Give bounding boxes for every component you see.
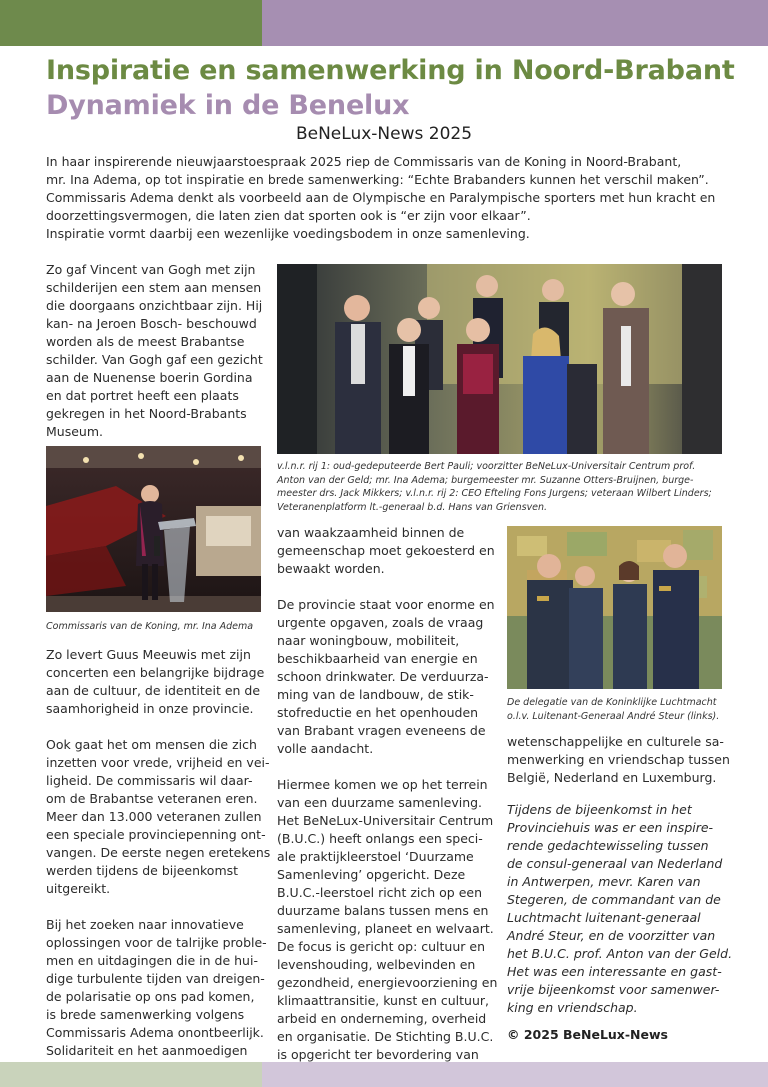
text-line: arbeid en onderneming, overheid (277, 1011, 487, 1026)
column-a-top-text (46, 261, 261, 441)
text-line: ale praktijkleerstoel ‘Duurzame (277, 849, 474, 864)
text-line: Commissaris Adema onontbeerlijk. (46, 1025, 264, 1040)
page-title: Inspiratie en samenwerking in Noord-Brabant (46, 55, 735, 86)
text-line: Zo gaf Vincent van Gogh met zijn (46, 262, 256, 277)
caption-line: Commissaris van de Koning, mr. Ina Adema (46, 621, 254, 632)
text-line: Het was een interessante en gast- (507, 964, 722, 979)
text-line: oplossingen voor de talrijke proble- (46, 935, 267, 950)
top-band-purple (262, 0, 768, 46)
text-line: Luchtmacht luitenant-generaal (507, 910, 701, 925)
text-line: schilderijen een stem aan mensen (46, 280, 262, 295)
text-line: B.U.C.-leerstoel richt zich op een (277, 885, 483, 900)
bottom-band-purple (262, 1062, 768, 1087)
text-line: Ook gaat het om mensen die zich (46, 737, 257, 752)
text-line: rende gedachtewisseling tussen (507, 838, 709, 853)
text-line: Zo levert Guus Meeuwis met zijn (46, 647, 251, 662)
intro-line: In haar inspirerende nieuwjaarstoespraak 2025 riep de Commissaris van de Koning in Noord-Brabant, (46, 154, 682, 169)
text-line: Bij het zoeken naar innovatieve (46, 917, 244, 932)
text-line: is brede samenwerking volgens (46, 1007, 245, 1022)
text-line: gekregen in het Noord-Brabants (46, 406, 247, 421)
text-line: menwerking en vriendschap tussen (507, 752, 730, 767)
text-line: Meer dan 13.000 veteranen zullen (46, 809, 262, 824)
text-line: en dat portret heeft een plaats (46, 388, 239, 403)
text-line: kan- na Jeroen Bosch- beschouwd (46, 316, 257, 331)
text-line: naar woningbouw, mobiliteit, (277, 633, 460, 648)
text-line: inzetten voor vrede, vrijheid en vei- (46, 755, 270, 770)
text-line: uitgereikt. (46, 881, 111, 896)
group-photo (277, 264, 722, 454)
text-line: vrije bijeenkomst voor samenwer- (507, 982, 720, 997)
paragraph (277, 524, 495, 578)
text-line: samenleving, planeet en welvaart. (277, 921, 494, 936)
speaker-photo-caption (46, 620, 261, 634)
text-line: schilder. Van Gogh gaf een gezicht (46, 352, 263, 367)
text-line: De provincie staat voor enorme en (277, 597, 495, 612)
text-line: Solidariteit en het aanmoedigen (46, 1043, 248, 1058)
text-line: het B.U.C. prof. Anton van der Geld. (507, 946, 733, 961)
text-line: de polarisatie op ons pad komen, (46, 989, 255, 1004)
text-line: de consul-generaal van Nederland (507, 856, 723, 871)
text-line: volle aandacht. (277, 741, 374, 756)
text-line: beschikbaarheid van energie en (277, 651, 478, 666)
text-line: bewaakt worden. (277, 561, 385, 576)
intro-line: Inspiratie vormt daarbij een wezenlijke voedingsbodem in onze samenleving. (46, 226, 530, 241)
text-line: Hiermee komen we op het terrein (277, 777, 488, 792)
intro-paragraph (46, 153, 726, 243)
text-line: De focus is gericht op: cultuur en (277, 939, 485, 954)
text-line: is opgericht ter bevordering van (277, 1047, 479, 1062)
airforce-photo (507, 526, 722, 689)
text-line: saamhorigheid in onze provincie. (46, 701, 254, 716)
text-line: urgente opgaven, zoals de vraag (277, 615, 484, 630)
column-c-italic-text (507, 801, 733, 1017)
text-line: vangen. De eerste negen eretekens (46, 845, 271, 860)
text-line: aan de cultuur, de identiteit en de (46, 683, 261, 698)
text-line: ligheid. De commissaris wil daar- (46, 773, 253, 788)
intro-line: doorzettingsvermogen, die laten zien dat sporten ook is “er zijn voor elkaar”. (46, 208, 531, 223)
text-line: duurzame balans tussen mens en (277, 903, 489, 918)
text-line: (B.U.C.) heeft onlangs een speci- (277, 831, 483, 846)
intro-line: Commissaris Adema denkt als voorbeeld aan de Olympische en Paralympische sporters met hun kracht en (46, 190, 716, 205)
column-a-lower-text (46, 646, 271, 1078)
text-line: schoon drinkwater. De verduurza- (277, 669, 489, 684)
text-line: Museum. (46, 424, 103, 439)
text-line: Stegeren, de commandant van de (507, 892, 721, 907)
text-line: gemeenschap moet gekoesterd en (277, 543, 495, 558)
bottom-band-green (0, 1062, 262, 1087)
caption-line: o.l.v. Luitenant-Generaal André Steur (links). (507, 710, 720, 722)
paragraph (277, 776, 498, 1064)
text-line: België, Nederland en Luxemburg. (507, 770, 717, 785)
column-b-text (277, 524, 498, 1082)
text-line: king en vriendschap. (507, 1000, 638, 1015)
speaker-photo (46, 446, 261, 612)
airforce-photo-caption (507, 696, 723, 723)
caption-line: De delegatie van de Koninklijke Luchtmacht (507, 697, 717, 708)
text-line: klimaattransitie, kunst en cultuur, (277, 993, 489, 1008)
caption-line: Veteranenplatform lt.-generaal b.d. Hans van Griensven. (277, 501, 548, 513)
text-line: ming van de landbouw, de stik- (277, 687, 474, 702)
text-line: gezondheid, energievoorziening en (277, 975, 498, 990)
top-band-green (0, 0, 262, 46)
text-line: men en uitdagingen die in de hui- (46, 953, 258, 968)
text-line: van een duurzame samenleving. (277, 795, 483, 810)
text-line: concerten een belangrijke bijdrage (46, 665, 265, 680)
paragraph (46, 736, 271, 898)
caption-line: meester drs. Jack Mikkers; v.l.n.r. rij 2: CEO Efteling Fons Jurgens; veteraan Wilbert Linders; (277, 488, 712, 499)
byline: BeNeLux-News 2025 (295, 124, 473, 144)
copyright-notice: © 2025 BeNeLux-News (507, 1027, 668, 1042)
text-line: van Brabant vragen eveneens de (277, 723, 486, 738)
group-photo-caption (277, 460, 722, 514)
text-line: stofreductie en het openhouden (277, 705, 479, 720)
text-line: Samenleving’ opgericht. Deze (277, 867, 466, 882)
text-line: wetenschappelijke en culturele sa- (507, 734, 724, 749)
text-line: een speciale provinciepenning ont- (46, 827, 266, 842)
intro-line: mr. Ina Adema, op tot inspiratie en brede samenwerking: “Echte Brabanders kunnen het verschil maken”. (46, 172, 709, 187)
text-line: van waakzaamheid binnen de (277, 525, 465, 540)
paragraph (277, 596, 495, 758)
text-line: die doorgaans onzichtbaar zijn. Hij (46, 298, 263, 313)
text-line: in Antwerpen, mevr. Karen van (507, 874, 701, 889)
text-line: en organisatie. De Stichting B.U.C. (277, 1029, 494, 1044)
text-line: dige turbulente tijden van dreigen- (46, 971, 265, 986)
text-line: om de Brabantse veteranen eren. (46, 791, 258, 806)
caption-line: Anton van der Geld; mr. Ina Adema; burgemeester mr. Suzanne Otters-Bruijnen, burge- (277, 474, 694, 486)
text-line: Provinciehuis was er een inspire- (507, 820, 714, 835)
text-line: aan de Nuenense boerin Gordina (46, 370, 253, 385)
text-line: werden tijdens de bijeenkomst (46, 863, 239, 878)
text-line: André Steur, en de voorzitter van (507, 928, 716, 943)
text-line: Het BeNeLux-Universitair Centrum (277, 813, 494, 828)
paragraph (46, 916, 267, 1060)
paragraph (46, 646, 265, 718)
page-subtitle: Dynamiek in de Benelux (46, 90, 410, 121)
text-line: worden als de meest Brabantse (46, 334, 245, 349)
text-line: Tijdens de bijeenkomst in het (507, 802, 692, 817)
column-c-text (507, 733, 730, 787)
caption-line: v.l.n.r. rij 1: oud-gedeputeerde Bert Pauli; voorzitter BeNeLux-Universitair Centrum prof. (277, 461, 696, 472)
text-line: levenshouding, welbevinden en (277, 957, 476, 972)
